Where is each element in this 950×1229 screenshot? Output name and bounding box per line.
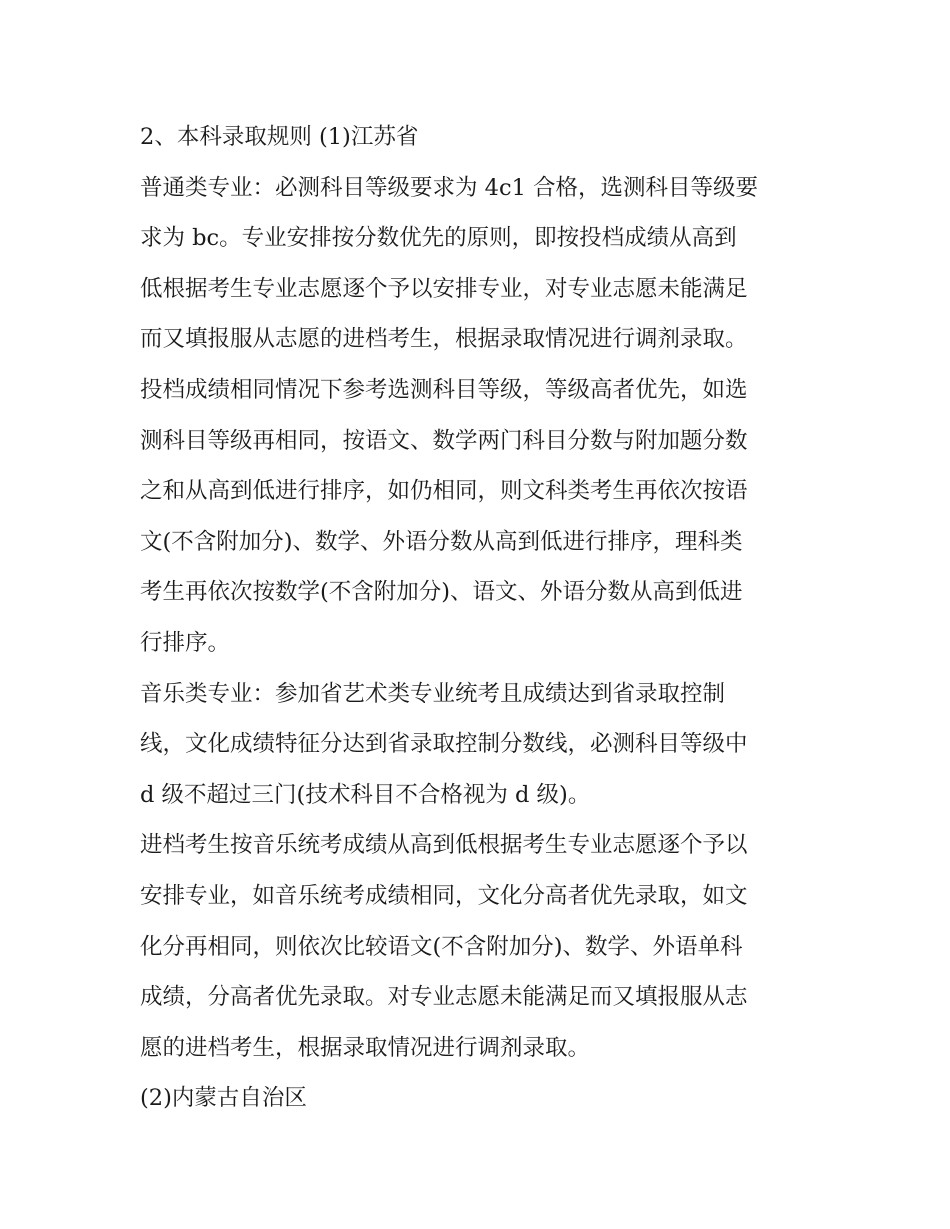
section-heading: (2)内蒙古自治区: [140, 1085, 307, 1112]
document-body: [140, 112, 820, 1124]
text-line: 低根据考生专业志愿逐个予以安排专业，对专业志愿未能满足: [140, 275, 748, 302]
text-line: 行排序。: [140, 629, 231, 656]
text-line: 考生再依次按数学(不含附加分)、语文、外语分数从高到低进: [140, 579, 743, 606]
text-line: 音乐类专业：参加省艺术类专业统考且成绩达到省录取控制: [140, 680, 726, 707]
text-line: 普通类专业：必测科目等级要求为 4c1 合格，选测科目等级要: [140, 174, 759, 201]
text-line: 安排专业，如音乐统考成绩相同，文化分高者优先录取，如文: [140, 882, 748, 909]
text-line: 成绩，分高者优先录取。对专业志愿未能满足而又填报服从志: [140, 984, 748, 1011]
text-line: 投档成绩相同情况下参考选测科目等级，等级高者优先，如选: [140, 376, 748, 403]
text-line: 测科目等级再相同，按语文、数学两门科目分数与附加题分数: [140, 427, 748, 454]
text-line: 之和从高到低进行排序，如仍相同，则文科类考生再依次按语: [140, 478, 748, 505]
text-line: 求为 bc。专业安排按分数优先的原则，即按投档成绩从高到: [140, 225, 737, 252]
text-line: 线，文化成绩特征分达到省录取控制分数线，必测科目等级中: [140, 731, 748, 758]
text-line: 而又填报服从志愿的进档考生，根据录取情况进行调剂录取。: [140, 326, 748, 353]
section-heading: 2、本科录取规则 (1)江苏省: [140, 124, 419, 150]
text-line: 愿的进档考生，根据录取情况进行调剂录取。: [140, 1034, 591, 1061]
text-line: 文(不含附加分)、数学、外语分数从高到低进行排序，理科类: [140, 528, 743, 555]
text-line: d 级不超过三门(技术科目不合格视为 d 级)。: [140, 781, 591, 808]
text-line: 化分再相同，则依次比较语文(不含附加分)、数学、外语单科: [140, 933, 743, 960]
text-line: 进档考生按音乐统考成绩从高到低根据考生专业志愿逐个予以: [140, 832, 748, 859]
